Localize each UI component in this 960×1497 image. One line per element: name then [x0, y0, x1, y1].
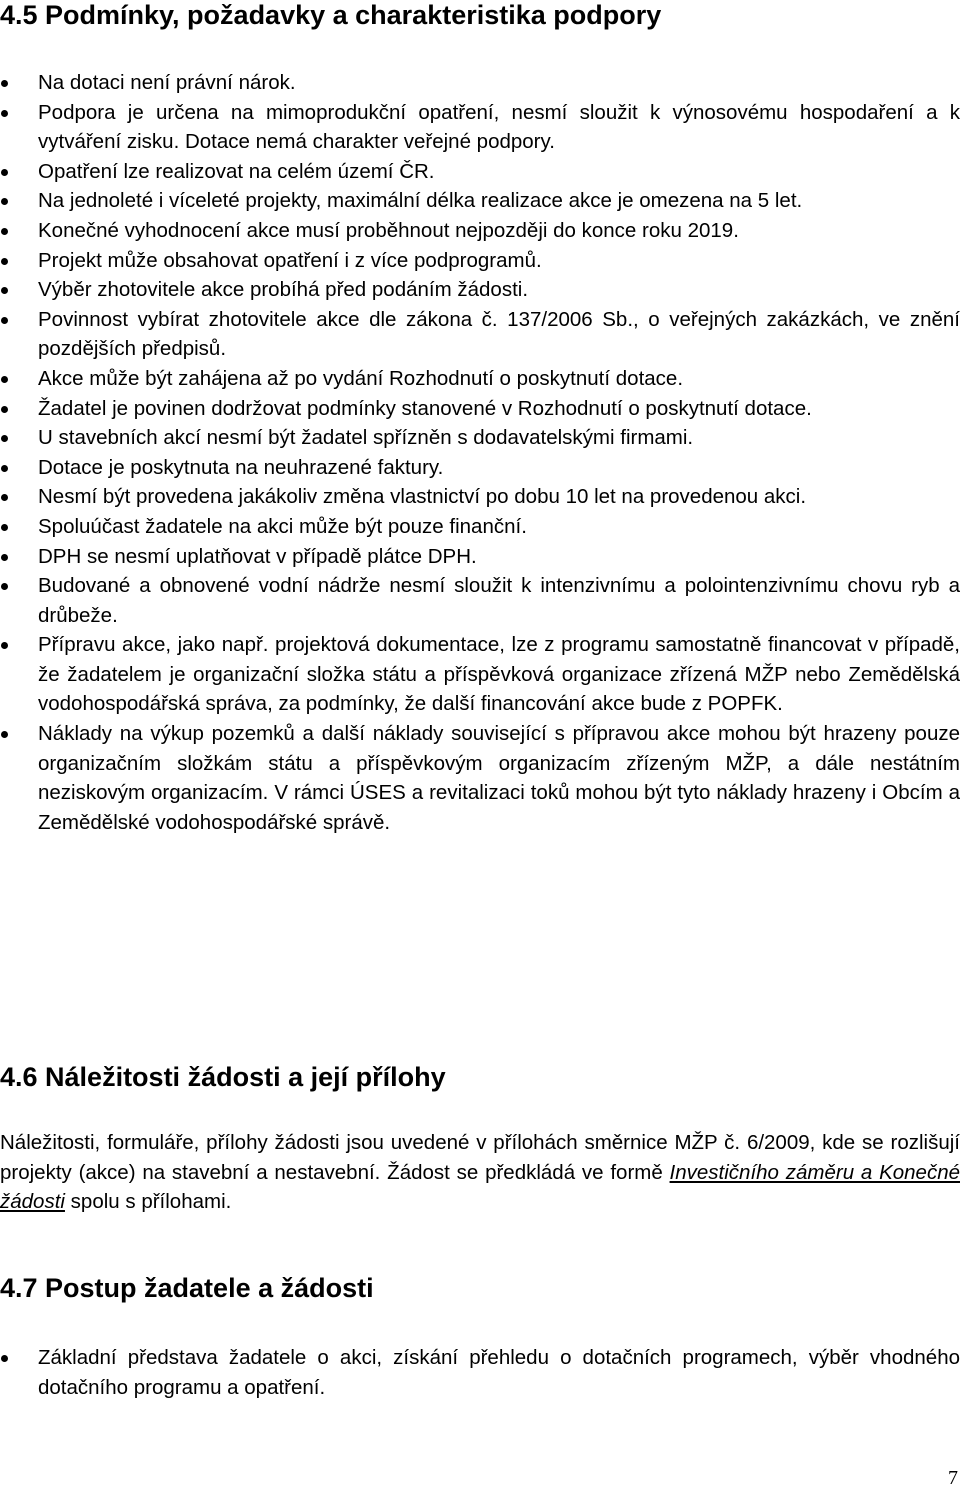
paragraph-text: spolu s přílohami. [64, 1190, 232, 1214]
list-item: Přípravu akce, jako např. projektová dokumentace, lze z programu samostatně financovat v případě, že žadatelem je organizační složka státu a příspěvková organizace zřízená MŽP nebo Zemědělská vodohospodářská správa, za podmínky, že další financování akce bude z POPFK. [0, 630, 960, 719]
conditions-list [0, 68, 960, 837]
list-item: Základní představa žadatele o akci, získání přehledu o dotačních programech, výběr vhodného dotačního programu a opatření. [0, 1343, 960, 1402]
list-item: Na jednoleté i víceleté projekty, maximální délka realizace akce je omezena na 5 let. [0, 186, 960, 216]
list-item: Nesmí být provedena jakákoliv změna vlastnictví po dobu 10 let na provedenou akci. [0, 482, 960, 512]
list-item: U stavebních akcí nesmí být žadatel spřízněn s dodavatelskými firmami. [0, 423, 960, 453]
list-item: DPH se nesmí uplatňovat v případě plátce DPH. [0, 542, 960, 572]
procedure-list [0, 1343, 960, 1402]
list-item: Povinnost vybírat zhotovitele akce dle zákona č. 137/2006 Sb., o veřejných zakázkách, ve znění pozdějších předpisů. [0, 305, 960, 364]
page-number: 7 [948, 1467, 958, 1489]
section-heading-4-5: 4.5 Podmínky, požadavky a charakteristika podpory [0, 0, 662, 30]
section-heading-4-7: 4.7 Postup žadatele a žádosti [0, 1273, 374, 1303]
list-item: Projekt může obsahovat opatření i z více podprogramů. [0, 246, 960, 276]
section-heading-4-6: 4.6 Náležitosti žádosti a její přílohy [0, 1062, 446, 1092]
list-item: Podpora je určena na mimoprodukční opatření, nesmí sloužit k výnosovému hospodaření a k vytváření zisku. Dotace nemá charakter veřejné podpory. [0, 98, 960, 157]
list-item: Budované a obnovené vodní nádrže nesmí sloužit k intenzivnímu a polointenzivnímu chovu ryb a drůbeže. [0, 571, 960, 630]
list-item: Opatření lze realizovat na celém území ČR. [0, 157, 960, 187]
list-item: Spoluúčast žadatele na akci může být pouze finanční. [0, 512, 960, 542]
list-item: Náklady na výkup pozemků a další náklady související s přípravou akce mohou být hrazeny pouze organizačním složkám státu a příspěvkovým organizacím zřízeným MŽP, a dále nestátním neziskovým organizacím. V rámci ÚSES a revitalizaci toků mohou být tyto náklady hrazeny i Obcím a Zemědělské vodohospodářské správě. [0, 719, 960, 837]
requirements-paragraph [0, 1128, 960, 1217]
list-item: Akce může být zahájena až po vydání Rozhodnutí o poskytnutí dotace. [0, 364, 960, 394]
list-item: Výběr zhotovitele akce probíhá před podáním žádosti. [0, 275, 960, 305]
list-item: Konečné vyhodnocení akce musí proběhnout nejpozději do konce roku 2019. [0, 216, 960, 246]
list-item: Na dotaci není právní nárok. [0, 68, 960, 98]
paragraph-text: Náležitosti, formuláře, přílohy žádosti jsou uvedené v přílohách směrnice MŽP č. 6/2009, kde se rozlišují projekty (akce) na stavební a nestavební. Žádost se předkládá ve formě [0, 1131, 960, 1184]
list-item: Dotace je poskytnuta na neuhrazené faktury. [0, 453, 960, 483]
document-reference-link: Investičního záměru a Konečné žádosti [0, 1160, 960, 1214]
list-item: Žadatel je povinen dodržovat podmínky stanovené v Rozhodnutí o poskytnutí dotace. [0, 394, 960, 424]
